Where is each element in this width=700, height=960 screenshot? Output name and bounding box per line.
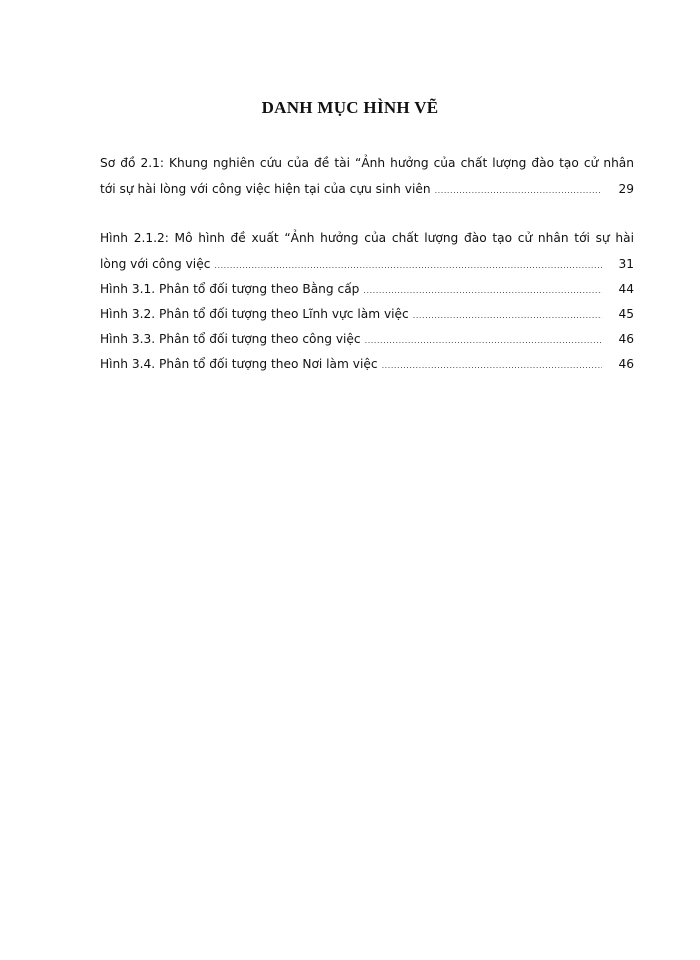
figure-entry-4[interactable] bbox=[100, 301, 634, 327]
entry-final-line bbox=[100, 326, 634, 352]
entry-title-line: Hình 2.1.2: Mô hình đề xuất “Ảnh hưởng của chất lượng đào tạo cử nhân tới sự hài bbox=[100, 231, 634, 245]
entry-final-line bbox=[100, 301, 634, 327]
page-number: 46 bbox=[618, 357, 634, 371]
entry-title: Hình 3.1. Phân tổ đối tượng theo Bằng cấp bbox=[100, 282, 360, 296]
entry-title-continuation: tới sự hài lòng với công việc hiện tại của cựu sinh viên bbox=[100, 182, 431, 196]
figure-entry-5[interactable] bbox=[100, 326, 634, 352]
page-number: 44 bbox=[618, 282, 634, 296]
entry-final-line bbox=[100, 276, 634, 302]
figure-entry-6[interactable] bbox=[100, 351, 634, 377]
dot-leader bbox=[363, 276, 602, 304]
figure-entry-3[interactable] bbox=[100, 276, 634, 302]
entry-final-line bbox=[100, 176, 634, 202]
page-number: 31 bbox=[618, 257, 634, 271]
page-title: DANH MỤC HÌNH VẼ bbox=[261, 98, 439, 117]
entry-final-line bbox=[100, 251, 634, 277]
entry-final-line bbox=[100, 351, 634, 377]
entry-title: Hình 3.4. Phân tổ đối tượng theo Nơi làm việc bbox=[100, 357, 378, 371]
page-number: 45 bbox=[618, 307, 634, 321]
page-number: 46 bbox=[618, 332, 634, 346]
dot-leader bbox=[413, 301, 602, 329]
entry-title: Hình 3.2. Phân tổ đối tượng theo Lĩnh vực làm việc bbox=[100, 307, 409, 321]
entry-title: Hình 3.3. Phân tổ đối tượng theo công việc bbox=[100, 332, 361, 346]
figure-entry-1[interactable] bbox=[100, 150, 634, 202]
figure-entry-2[interactable] bbox=[100, 225, 634, 277]
dot-leader bbox=[382, 351, 602, 379]
entry-title-continuation: lòng với công việc bbox=[100, 257, 211, 271]
page-number: 29 bbox=[618, 182, 634, 196]
dot-leader bbox=[365, 326, 602, 354]
entry-title-line: Sơ đồ 2.1: Khung nghiên cứu của đề tài “Ảnh hưởng của chất lượng đào tạo cử nhân bbox=[100, 156, 634, 170]
dot-leader bbox=[435, 176, 602, 204]
dot-leader bbox=[214, 251, 602, 279]
